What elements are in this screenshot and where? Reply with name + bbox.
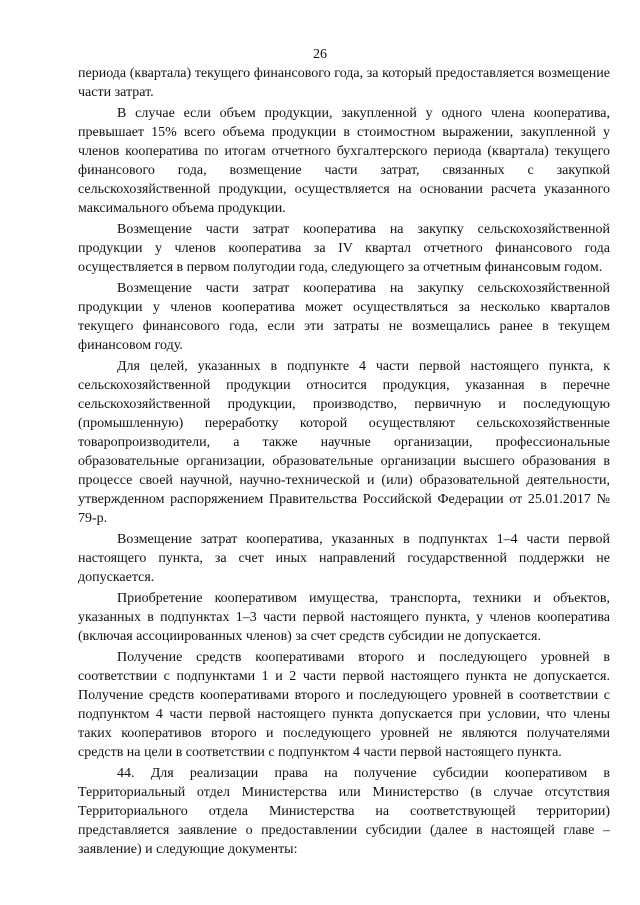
paragraph: Получение средств кооперативами второго и последующего уровней в соответствии с подпунктами 1 и 2 части первой настоящего пункта не допускается. Получение средств кооперативами второго и последующего уровней в соответствии с подпунктом 4 части первой настоящего пункта допускается при условии, что члены таких кооперативов второго и последующего уровней не являются получателями средств на цели в соответствии с подпунктом 4 части первой настоящего пункта. [78, 650, 610, 760]
paragraph: Возмещение части затрат кооператива на закупку сельскохозяйственной продукции у членов кооператива за IV квартал отчетного финансового года осуществляется в первом полугодии года, следующего за отчетным финансовым годом. [78, 222, 610, 275]
paragraph: Возмещение части затрат кооператива на закупку сельскохозяйственной продукции у членов кооператива может осуществляться за несколько кварталов текущего финансового года, если эти затраты не возмещались ранее в текущем финансовом году. [78, 281, 610, 353]
paragraph: Для целей, указанных в подпункте 4 части первой настоящего пункта, к сельскохозяйственной продукции относится продукция, указанная в перечне сельскохозяйственной продукции, производство, первичную и последующую (промышленную) переработку которой осуществляют сельскохозяйственные товаропроизводители, а также научные организации, профессиональные образовательные организации, образовательные организации высшего образования в процессе своей научной, научно-технической и (или) образовательной деятельности, утвержденном распоряжением Правительства Российской Федерации от 25.01.2017 № 79-р. [78, 359, 610, 526]
paragraph: Приобретение кооперативом имущества, транспорта, техники и объектов, указанных в подпунктах 1–3 части первой настоящего пункта, у членов кооператива (включая ассоциированных членов) за счет средств субсидии не допускается. [78, 591, 610, 644]
paragraph: периода (квартала) текущего финансового года, за который предоставляется возмещение части затрат. [78, 66, 610, 100]
paragraph: 44. Для реализации права на получение субсидии кооперативом в Территориальный отдел Министерства или Министерство (в случае отсутствия Территориального отдела Министерства на соответствующей территории) представляется заявление о предоставлении субсидии (далее в настоящей главе – заявление) и следующие документы: [78, 766, 610, 857]
paragraph: В случае если объем продукции, закупленной у одного члена кооператива, превышает 15% всего объема продукции в стоимостном выражении, закупленной у членов кооператива по итогам отчетного бухгалтерского периода (квартала) текущего финансового года, возмещение части затрат, связанных с закупкой сельскохозяйственной продукции, осуществляется на основании расчета указанного максимального объема продукции. [78, 106, 610, 216]
paragraph: Возмещение затрат кооператива, указанных в подпунктах 1–4 части первой настоящего пункта, за счет иных направлений государственной поддержки не допускается. [78, 532, 610, 585]
document-body [78, 64, 610, 861]
page-number: 26 [313, 47, 327, 62]
